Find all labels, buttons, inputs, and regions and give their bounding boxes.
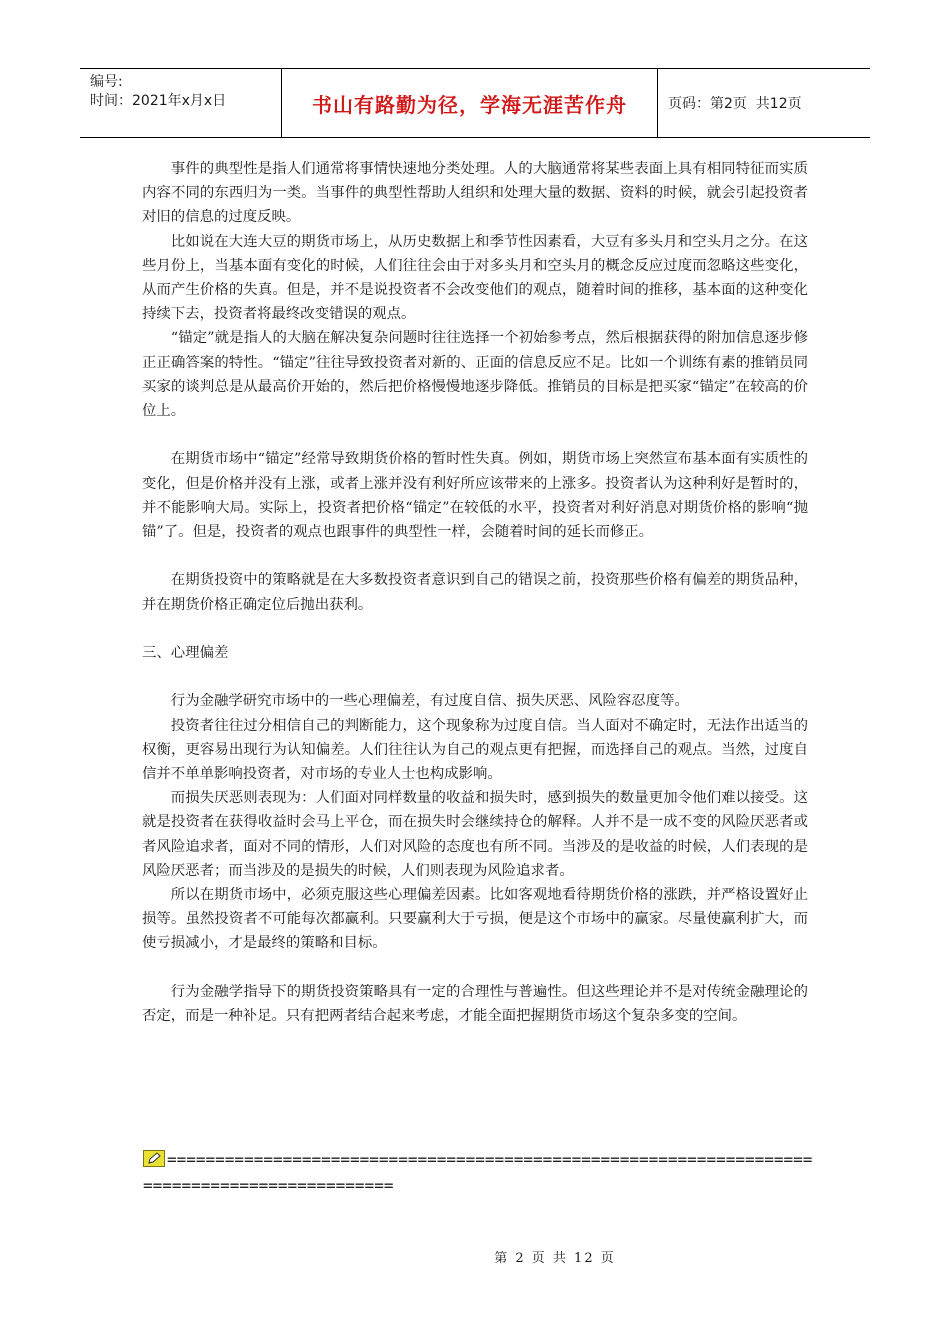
section-heading: 三、心理偏差: [142, 645, 229, 662]
divider-line: =============================================================================================: [143, 1150, 813, 1195]
paragraph-spacer: [142, 665, 808, 689]
paragraph-spacer: [142, 617, 808, 641]
header-page-label: 页码：第2页 共12页: [668, 96, 802, 112]
body-paragraph: 事件的典型性是指人们通常将事情快速地分类处理。人的大脑通常将某些表面上具有相同特征而实质内容不同的东西归为一类。当事件的典型性帮助人组织和处理大量的数据、资料的时候，就会引起投资者对旧的信息的过度反映。: [142, 161, 808, 226]
footer-page-number: 第 2 页 共 12 页: [494, 1251, 616, 1266]
header-meta: [80, 69, 282, 137]
document-number-label: 编号:: [90, 74, 123, 90]
header-page-info: [658, 69, 870, 137]
document-date-label: 时间：2021年x月x日: [90, 93, 227, 109]
paragraph-spacer: [142, 544, 808, 568]
body-paragraph: 所以在期货市场中，必须克服这些心理偏差因素。比如客观地看待期货价格的涨跌，并严格设置好止损等。虽然投资者不可能每次都赢利。只要赢利大于亏损，便是这个市场中的赢家。尽量使赢利扩大，而使亏损减小，才是最终的策略和目标。: [142, 887, 808, 952]
body-paragraph: 而损失厌恶则表现为：人们面对同样数量的收益和损失时，感到损失的数量更加令他们难以接受。这就是投资者在获得收益时会马上平仓，而在损失时会继续持仓的解释。人并不是一成不变的风险厌恶者或者风险追求者，面对不同的情形，人们对风险的态度也有所不同。当涉及的是收益的时候，人们表现的是风险厌恶者；而当涉及的是损失的时候，人们则表现为风险追求者。: [142, 790, 808, 879]
body-paragraph: 行为金融学指导下的期货投资策略具有一定的合理性与普遍性。但这些理论并不是对传统金融理论的否定，而是一种补足。只有把两者结合起来考虑，才能全面把握期货市场这个复杂多变的空间。: [142, 983, 808, 1025]
paragraph-spacer: [142, 956, 808, 980]
body-paragraph: 比如说在大连大豆的期货市场上，从历史数据上和季节性因素看，大豆有多头月和空头月之分。在这些月份上，当基本面有变化的时候，人们往往会由于对多头月和空头月的概念反应过度而忽略这些变化，从而产生价格的失真。但是，并不是说投资者不会改变他们的观点，随着时间的推移，基本面的这种变化持续下去，投资者将最终改变错误的观点。: [142, 233, 808, 323]
body-paragraph: “锚定”就是指人的大脑在解决复杂问题时往往选择一个初始参考点，然后根据获得的附加信息逐步修正正确答案的特性。“锚定”往往导致投资者对新的、正面的信息反应不足。比如一个训练有素的推销员同买家的谈判总是从最高价开始的，然后把价格慢慢地逐步降低。推销员的目标是把买家“锚定”在较高的价位上。: [142, 330, 808, 420]
body-paragraph: 在期货市场中“锚定”经常导致期货价格的暂时性失真。例如，期货市场上突然宣布基本面有实质性的变化，但是价格并没有上涨，或者上涨并没有利好所应该带来的上涨多。投资者认为这种利好是暂时的，并不能影响大局。实际上，投资者把价格“锚定”在较低的水平，投资者对利好消息对期货价格的影响“抛锚”了。但是，投资者的观点也跟事件的典型性一样，会随着时间的延长而修正。: [142, 451, 808, 541]
edit-note-icon: [143, 1150, 165, 1167]
paragraph-spacer: [142, 423, 808, 447]
body-paragraph: 投资者往往过分相信自己的判断能力，这个现象称为过度自信。当人面对不确定时，无法作出适当的权衡，更容易出现行为认知偏差。人们往往认为自己的观点更有把握，而选择自己的观点。当然，过度自信并不单单影响投资者，对市场的专业人士也构成影响。: [142, 717, 808, 783]
section-divider: [143, 1147, 813, 1199]
page-footer: [0, 1247, 950, 1266]
body-paragraph: 行为金融学研究市场中的一些心理偏差，有过度自信、损失厌恶、风险容忍度等。: [170, 693, 689, 710]
document-body: [142, 157, 808, 1028]
header-motto: 书山有路勤为径，学海无涯苦作舟: [282, 69, 658, 137]
page-header: [80, 68, 870, 138]
body-paragraph: 在期货投资中的策略就是在大多数投资者意识到自己的错误之前，投资那些价格有偏差的期货品种，并在期货价格正确定位后抛出获利。: [142, 572, 808, 613]
